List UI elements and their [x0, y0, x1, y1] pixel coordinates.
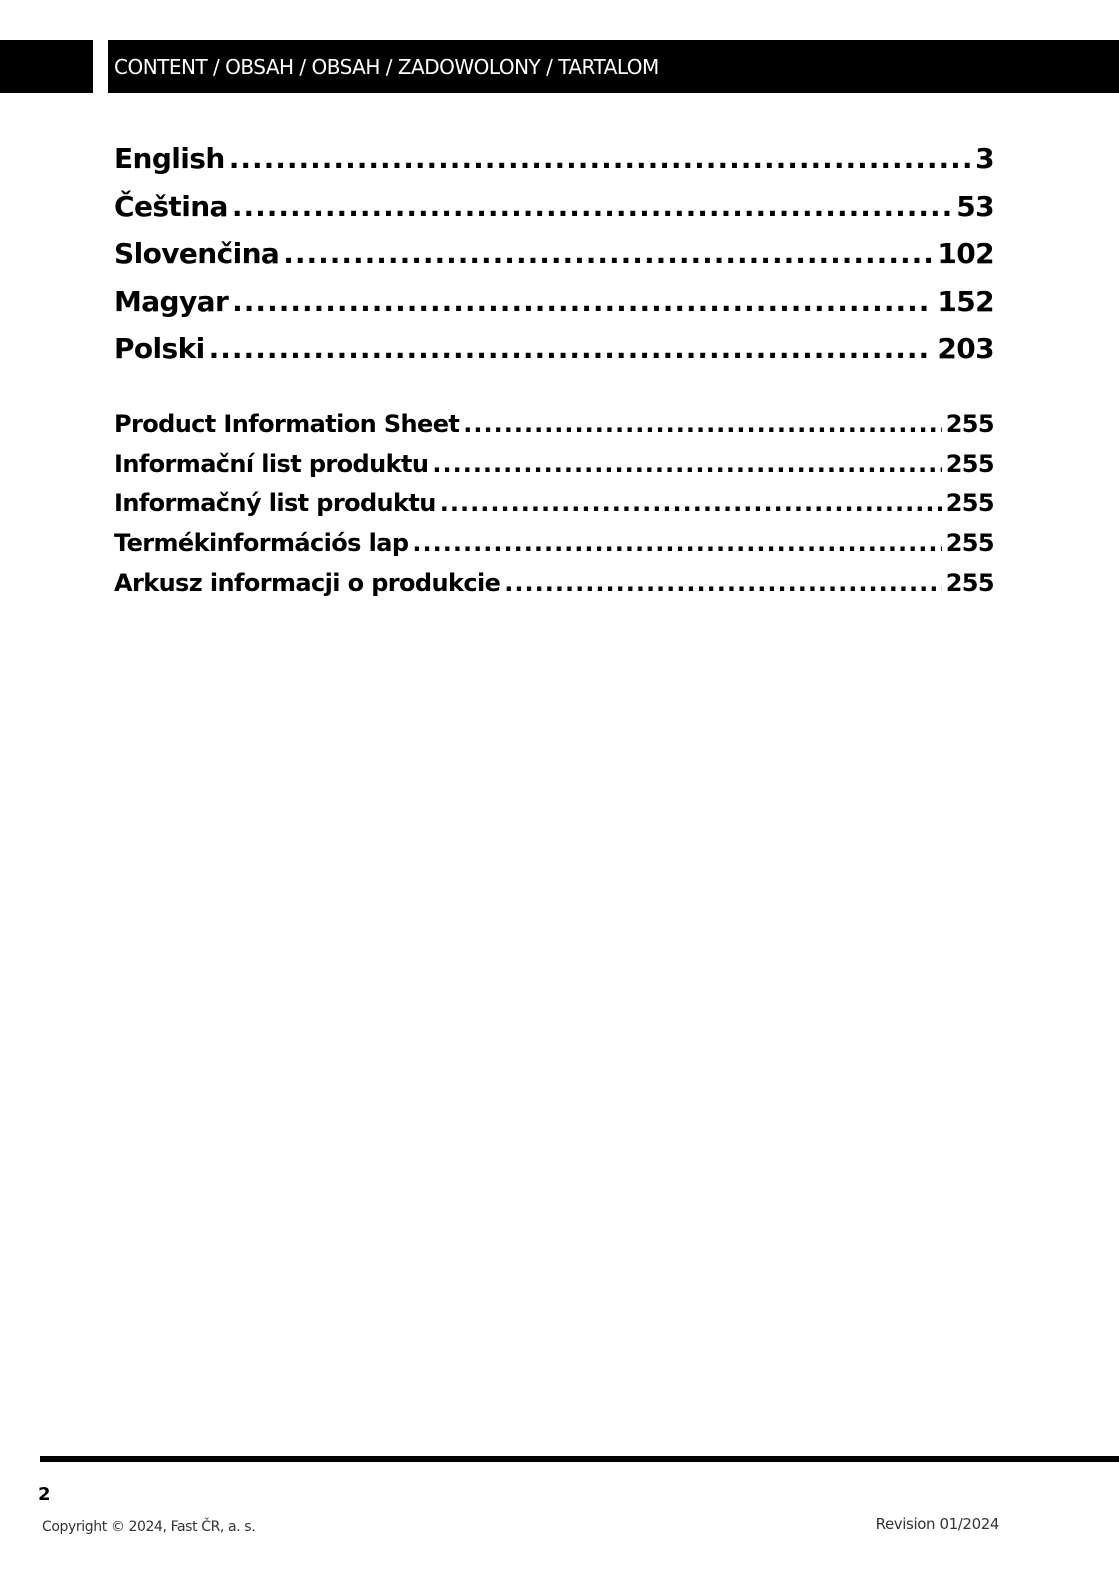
- toc-entry-page: 203: [937, 332, 994, 365]
- page-number: 2: [38, 1484, 51, 1505]
- toc-dot-leader: [412, 529, 941, 557]
- toc-entry-label: Čeština: [114, 189, 228, 223]
- toc-entry-label: Polski: [114, 332, 205, 365]
- toc-dot-leader: [232, 285, 933, 318]
- toc-entry-label: Informační list produktu: [114, 449, 429, 478]
- toc-entry-page: 255: [945, 489, 994, 518]
- toc-dot-leader: [283, 237, 933, 270]
- toc-entry-label: Arkusz informacji o produkcie: [114, 568, 501, 597]
- toc-main-list: [114, 142, 994, 380]
- toc-entry[interactable]: [114, 489, 994, 529]
- toc-entry-page: 255: [945, 568, 994, 597]
- header-bar: [108, 40, 1119, 93]
- copyright-notice: Copyright © 2024, Fast ČR, a. s.: [42, 1519, 256, 1535]
- toc-dot-leader: [232, 190, 952, 223]
- toc-entry[interactable]: [114, 332, 994, 380]
- toc-entry-label: Product Information Sheet: [114, 410, 460, 438]
- toc-entry-page: 152: [937, 284, 994, 318]
- toc-entry[interactable]: [114, 410, 994, 450]
- toc-entry[interactable]: [114, 529, 994, 569]
- toc-dot-leader: [229, 142, 971, 175]
- toc-dot-leader: [504, 569, 941, 597]
- header-left-block: [0, 40, 93, 93]
- toc-entry-page: 3: [975, 142, 994, 175]
- toc-dot-leader: [432, 450, 941, 478]
- toc-entry-page: 255: [945, 529, 994, 558]
- footer-divider: [40, 1456, 1119, 1462]
- toc-entry-label: Termékinformációs lap: [114, 529, 409, 558]
- page-title: CONTENT / OBSAH / OBSAH / ZADOWOLONY / TARTALOM: [114, 54, 659, 79]
- toc-entry-page: 53: [956, 189, 994, 223]
- toc-entry-page: 255: [945, 449, 994, 478]
- toc-dot-leader: [209, 332, 934, 365]
- toc-entry-label: Slovenčina: [114, 237, 280, 270]
- toc-entry[interactable]: [114, 285, 994, 333]
- toc-entry-label: Informačný list produktu: [114, 489, 436, 518]
- toc-entry-label: English: [114, 142, 225, 175]
- toc-entry[interactable]: [114, 450, 994, 490]
- toc-dot-leader: [440, 489, 942, 517]
- toc-dot-leader: [463, 410, 941, 438]
- toc-entry[interactable]: [114, 569, 994, 609]
- toc-entry-page: 255: [945, 410, 994, 438]
- toc-entry-label: Magyar: [114, 284, 229, 318]
- toc-entry[interactable]: [114, 190, 994, 238]
- toc-entry[interactable]: [114, 237, 994, 285]
- toc-entry-page: 102: [937, 237, 994, 270]
- toc-entry[interactable]: [114, 142, 994, 190]
- toc-secondary-list: [114, 410, 994, 608]
- revision-label: Revision 01/2024: [875, 1515, 999, 1533]
